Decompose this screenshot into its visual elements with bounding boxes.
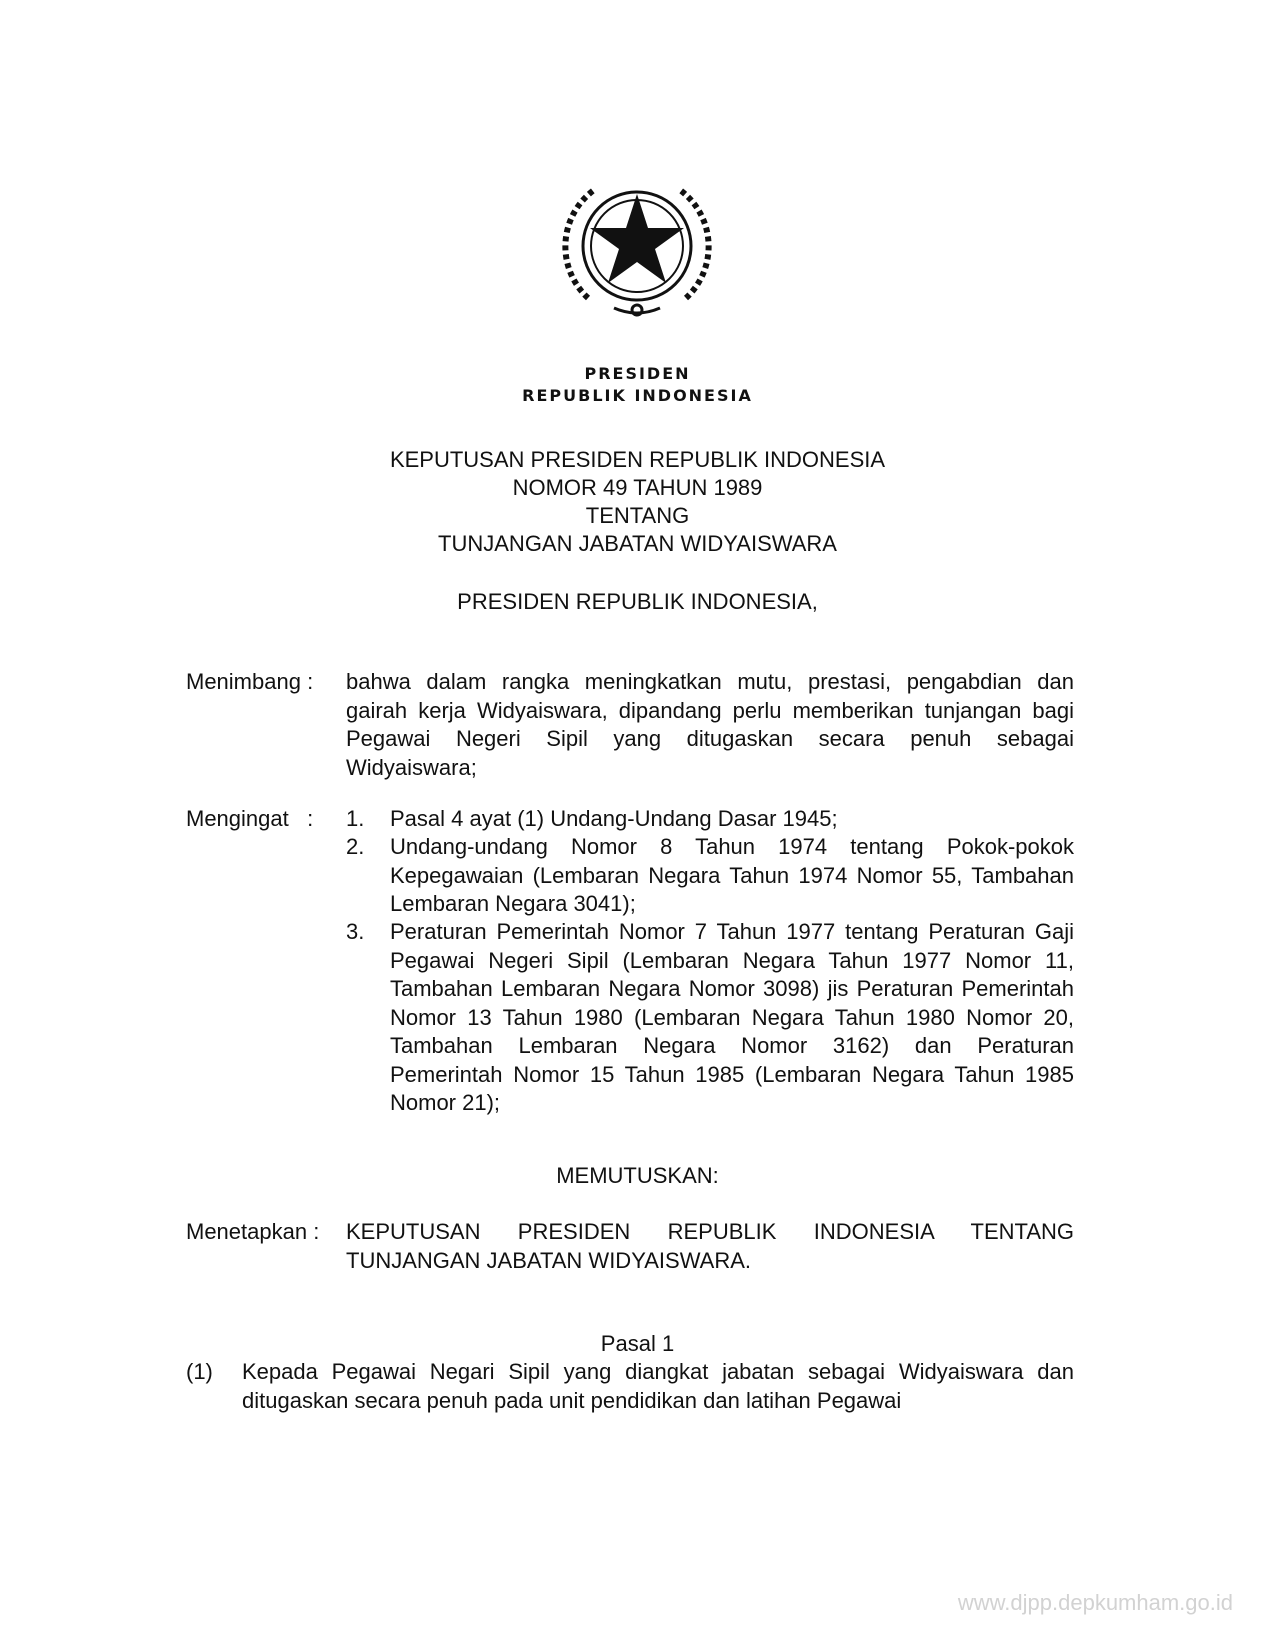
seal-caption-line2: REPUBLIK INDONESIA — [522, 386, 753, 405]
memutuskan-heading: MEMUTUSKAN: — [556, 1163, 719, 1188]
mengingat-label: Mengingat : — [186, 806, 314, 831]
title-line1: KEPUTUSAN PRESIDEN REPUBLIK INDONESIA — [389, 447, 886, 472]
mengingat-item-1-text: Pasal 4 ayat (1) Undang-Undang Dasar 1945; — [390, 806, 838, 831]
title-line3: TENTANG — [585, 503, 690, 528]
pasal-1-heading: Pasal 1 — [600, 1331, 675, 1356]
mengingat-item-2-num: 2. — [346, 834, 365, 859]
menetapkan-text: KEPUTUSAN PRESIDEN REPUBLIK INDONESIA TENTANG TUNJANGAN JABATAN WIDYAISWARA. — [346, 1219, 1074, 1273]
menimbang-text: bahwa dalam rangka meningkatkan mutu, prestasi, pengabdian dan gairah kerja Widyaiswara, dipandang perlu memberikan tunjangan bagi Pegawai Negeri Sipil yang ditugaskan secara penuh sebagai Widyaiswara; — [346, 669, 1074, 780]
pasal-1-ayat-text: Kepada Pegawai Negari Sipil yang diangkat jabatan sebagai Widyaiswara dan ditugaskan secara penuh pada unit pendidikan dan latihan Pegawai — [242, 1359, 1074, 1413]
seal-caption-line1: PRESIDEN — [584, 364, 691, 383]
president-line: PRESIDEN REPUBLIK INDONESIA, — [457, 589, 818, 614]
mengingat-item-1-num: 1. — [346, 806, 365, 831]
watermark: www.djpp.depkumham.go.id — [957, 1590, 1233, 1615]
mengingat-item-3-text: Peraturan Pemerintah Nomor 7 Tahun 1977 tentang Peraturan Gaji Pegawai Negeri Sipil (Lembaran Negara Tahun 1977 Nomor 11, Tambahan Lembaran Negara Nomor 3098) jis Peraturan Pemerintah Nomor 13 Tahun 1980 (Lembaran Negara Tahun 1980 Nomor 20, Tambahan Lembaran Negara Nomor 3162) dan Peraturan Pemerintah Nomor 15 Tahun 1985 (Lembaran Negara Tahun 1985 Nomor 21); — [390, 919, 1074, 1115]
mengingat-item-3-num: 3. — [346, 919, 365, 944]
menimbang-label: Menimbang : — [186, 669, 314, 694]
title-line4: TUNJANGAN JABATAN WIDYAISWARA — [438, 531, 837, 556]
menetapkan-label: Menetapkan : — [186, 1219, 320, 1244]
title-line2: NOMOR 49 TAHUN 1989 — [512, 475, 763, 500]
garuda-emblem-icon — [548, 168, 726, 328]
mengingat-item-2-text: Undang-undang Nomor 8 Tahun 1974 tentang Pokok-pokok Kepegawaian (Lembaran Negara Tahun 1974 Nomor 55, Tambahan Lembaran Negara 3041); — [390, 834, 1074, 916]
pasal-1-ayat-num: (1) — [186, 1359, 213, 1384]
